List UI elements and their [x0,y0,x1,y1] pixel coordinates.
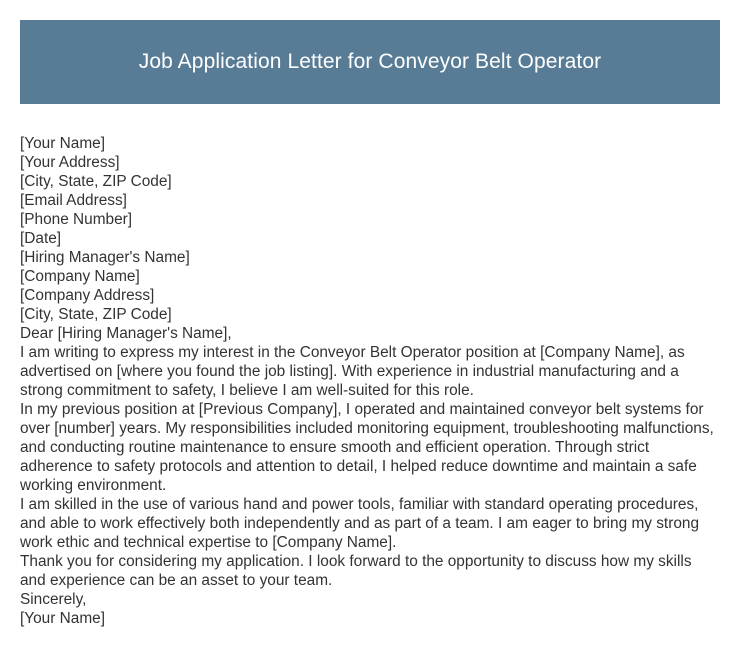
title-banner [20,20,720,104]
signature: [Your Name] [20,610,105,627]
sender-email: [Email Address] [20,192,127,209]
letter-body [20,134,720,628]
recipient-company-address: [Company Address] [20,287,155,304]
recipient-company: [Company Name] [20,268,140,285]
sender-address: [Your Address] [20,154,120,171]
page-title: Job Application Letter for Conveyor Belt Operator [138,50,602,73]
paragraph-skills: I am skilled in the use of various hand and power tools, familiar with standard operating procedures, and able to work effectively both independently and as part of a team. I am eager to bring my strong work ethic and technical expertise to [Company Name]. [20,496,700,551]
sender-city-state-zip: [City, State, ZIP Code] [20,173,172,190]
recipient-name: [Hiring Manager's Name] [20,249,190,266]
paragraph-thanks: Thank you for considering my application. I look forward to the opportunity to discuss how my skills and experience can be an asset to your team. [20,553,692,589]
closing: Sincerely, [20,591,87,608]
paragraph-experience: In my previous position at [Previous Company], I operated and maintained conveyor belt systems for over [number] years. My responsibilities included monitoring equipment, troubleshooting malfunctions, and conducting routine maintenance to ensure smooth and efficient operation. Through strict adherence to safety protocols and attention to detail, I helped reduce downtime and maintain a safe working environment. [20,401,714,494]
paragraph-intro: I am writing to express my interest in the Conveyor Belt Operator position at [Company Name], as advertised on [where you found the job listing]. With experience in industrial manufacturing and a strong commitment to safety, I believe I am well-suited for this role. [20,344,685,399]
sender-name: [Your Name] [20,135,105,152]
recipient-city-state-zip: [City, State, ZIP Code] [20,306,172,323]
letter-date: [Date] [20,230,62,247]
sender-phone: [Phone Number] [20,211,133,228]
salutation: Dear [Hiring Manager's Name], [20,325,232,342]
